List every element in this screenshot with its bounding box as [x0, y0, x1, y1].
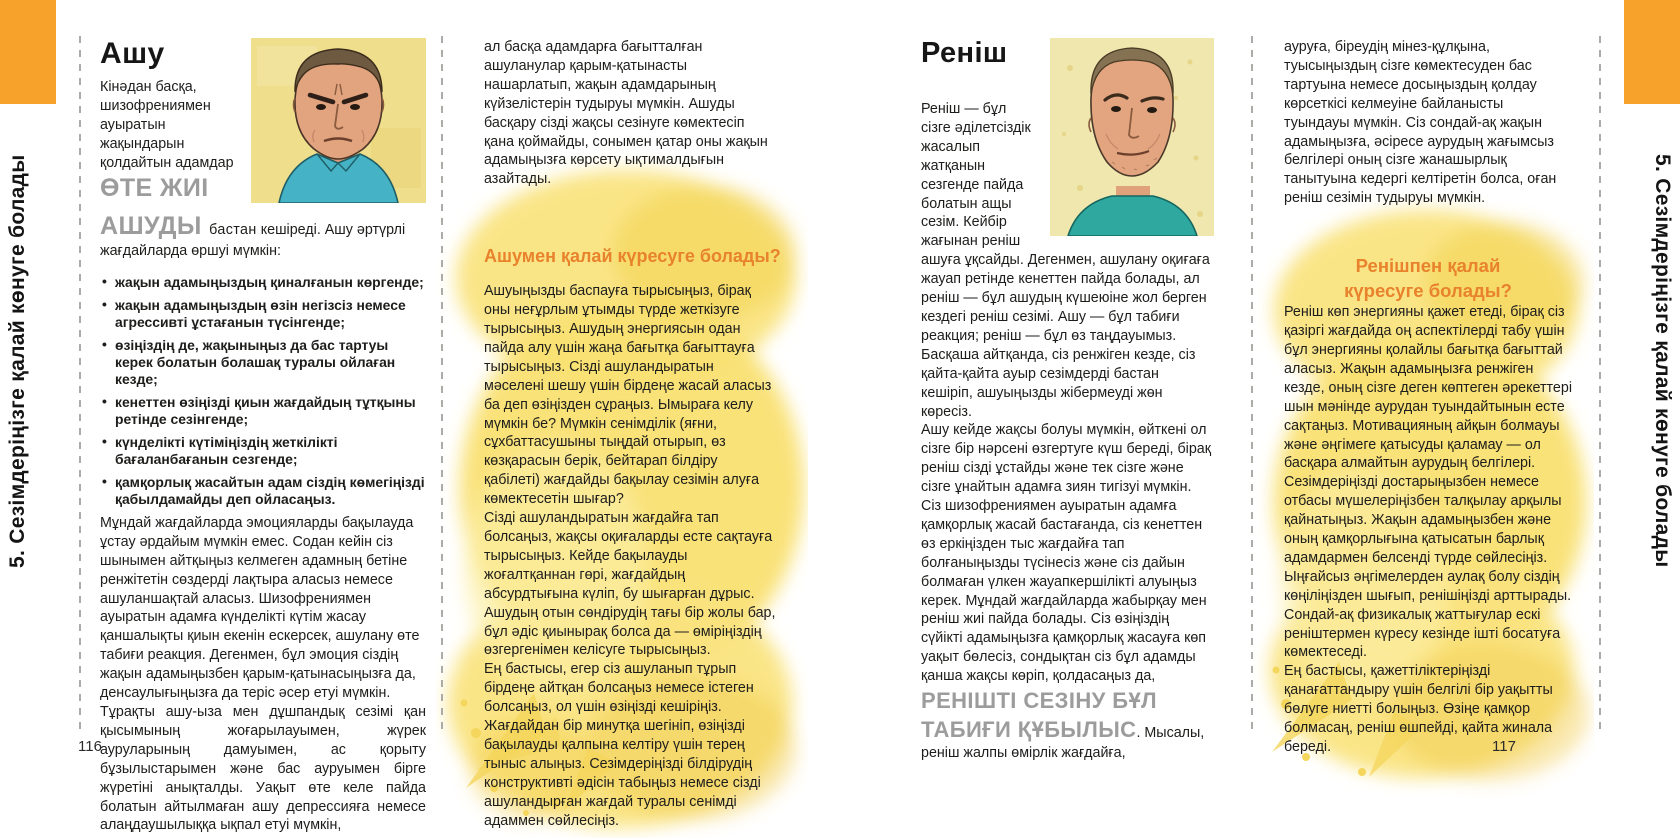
list-item: • қамқорлық жасайтын адам сіздің көмегіңізді қабылдамайды деп ойласаңыз.	[100, 474, 426, 508]
anger-box-paragraph-1: Ашуыңызды баспауға тырысыңыз, бірақ оны неғұрлым ұтымды түрде жеткізуге тырысыңыз. Ашудың энергиясын одан пайда алу үшін жаңа бағытқа бағыттауға тырысыңыз. Сізді ашуландыратын мәселені шешу үшін бірдеңе жасай аласыз ба деп өзіңізден сұраңыз. Ымыраға келу мүмкін бе? Мүмкін сенімділік (яғни, сұхбаттасушыны тыңдай отырып, өз көзқарасын берік, бейтарап білдіру қабілеті) жағдайды бақылау сезімін алуға көмектесетін шығар?	[484, 283, 772, 508]
dashed-margin-line	[79, 36, 81, 736]
chapter-title-vertical-right: 5. Сезімдеріңізге қалай көнуге болады	[1651, 154, 1674, 568]
page-title-resentment: Реніш	[921, 37, 1008, 69]
list-item: • күнделікті күтіміңіздің жеткілікті бағаланбағанын сезгенде;	[100, 434, 426, 468]
anger-box-heading: Ашумен қалай күресуге болады?	[484, 246, 781, 267]
resentment-box-paragraph-1: Реніш көп энергияны қажет етеді, бірақ сіз қазіргі жағдайда оң аспектілерді табу үшін бұл энергияны қолайлы бағытқа бағыттай аласыз. Жақын адамыңызға ренжіген кезде, оның сізге деген көптеген әрекеттері шын мәнінде аурудан туындайтынын есте сақтаңыз. Мотивацияның айқын болмауы және әңгімеге қатысуды қаламау — ол басқара алмайтын аурудың белгілері.	[1284, 304, 1573, 472]
list-item: • жақын адамыңыздың қиналғанын көргенде;	[100, 274, 426, 291]
resentment-box-paragraph-2: Сезімдеріңізді достарыңызбен немесе отбасы мүшелеріңізбен талқылау арқылы қайнатыңыз. Жақын адамыңызбен және оның қамқорлығына қатысатын барлық адамдармен белсенді түрде сөйлесіңіз. Ыңғайсыз әңгімелерден аулақ болу сіздің көңіліңізден шығып, ренішіңізді арттырады. Сондай-ақ физикалық жаттығулар ескі реніштермен күресу кезінде ішті босатуға көмектеседі.	[1284, 474, 1572, 661]
dashed-margin-line	[1599, 36, 1601, 736]
list-item: • жақын адамыңыздың өзін негізсіз немесе агрессивті ұстағанын түсінгенде;	[100, 297, 426, 331]
dashed-margin-line	[441, 36, 443, 736]
resentment-paragraph-2: Ашу кейде жақсы болуы мүмкін, өйткені ол сізге бір нәрсені өзгертуге күш береді, бірақ реніш сізді ұстайды және тек сізге және сізге ұнайтын адамға зиян тигізуі мүмкін.	[921, 422, 1212, 496]
resentment-intro: Реніш — бұл сізге әділетсіздік жасалып жатқанын сезгенде пайда болатын ащы сезім. Кейбір жағынан реніш ашуға ұқсайды. Дегенмен, ашулану оқиғаға жауап ретінде кенеттен пайда болады, ал реніш — бұл ашудың күшеюіне жол берген кездегі реніш сезімі. Ашу — бұл табиғи реакция; реніш — бұл өз таңдауымыз. Басқаша айтқанда, сіз ренжіген кезде, сіз қайта-қайта ауыр сезімдерді бастан кешіріп, ашуыңызды жібермеуді жөн көресіз.	[921, 101, 1210, 420]
angry-man-portrait-illustration	[251, 38, 426, 203]
resentment-box-heading: Ренішпен қалай күресуге болады?	[1344, 255, 1512, 301]
resentment-box-paragraph-3: Ең бастысы, қажеттіліктеріңізді қанағаттандыру үшін белгілі бір уақытты бөлуге ниетті болыңыз. Өзіңе қамқор болмасаң, реніш өшпейді, қайта жинала береді.	[1284, 663, 1553, 755]
anger-continuation: ал басқа адамдарға бағытталған ашуланулар қарым-қатынасты нашарлатып, жақын адамдарының күйзелістерін тудыруы мүмкін. Ашуды басқару сізді жақсы сезінуге көмектесіп қана қоймайды, сонымен қатар оны жақын адамыңызға көрсету ықтималдығын азайтады.	[484, 39, 768, 188]
wry-man-portrait-illustration	[1050, 38, 1214, 236]
anger-box-paragraph-2: Сізді ашуландыратын жағдайға тап болсаңыз, жақсы оқиғаларды есте сақтауға тырысыңыз. Кейде бақылауды жоғалтқаннан гөрі, жағдайдың абсурдтығына күліп, бу шығарған дұрыс. Ашудың отын сөндірудің тағы бір жолы бар, бұл әдіс қиынырақ болса да — өміріңіздің өзгергенімен келісуге тырысыңыз.	[484, 510, 776, 659]
dashed-margin-line	[1251, 36, 1253, 736]
list-item: • өзіңіздің де, жақыныңыз да бас тартуы керек болатын болашақ туралы ойлаған кезде;	[100, 337, 426, 388]
very-often-anger-emphasis: ӨТЕ ЖИІ АШУДЫ бастан	[100, 173, 257, 240]
resentment-continuation: ауруға, біреудің мінез-құлқына, туысыңыздың сізге көмектесуден бас тартуына немесе досыңыздың қолдау көрсеткісі келмеуіне байланысты туындауы мүмкін. Сіз сондай-ақ жақын адамыңызға, әсіресе аурудың жағымсыз белгілері оның сізге жанашырлық танытуына кедергі келтіретін болса, оған реніш сезімін тудыруы мүмкін.	[1284, 39, 1557, 207]
chapter-color-block-right	[1624, 0, 1680, 104]
page-117-column-1	[921, 38, 1214, 763]
chapter-color-block-left	[0, 0, 56, 104]
page-116-column-2	[484, 38, 781, 830]
page-number-117: 117	[1492, 738, 1516, 755]
anger-causes-list	[100, 274, 426, 508]
natural-feeling-emphasis: РЕНІШТІ СЕЗІНУ БҰЛ ТАБИҒИ ҚҰБЫЛЫС	[921, 688, 1157, 743]
anger-box-paragraph-3: Ең бастысы, егер сіз ашуланып тұрып бірдеңе айтқан болсаңыз немесе істеген болсаңыз, ол үшін өзіңізді кешіріңіз. Жағдайдан бір минутқа шегініп, өзіңізді бақылауды қалпына келтіру үшін терең тыныс алыңыз. Сезімдеріңізді білдірудің конструктивті әдісін табыңыз немесе сізді ашуландырған жағдай туралы сенімді адаммен сөйлесіңіз.	[484, 661, 761, 829]
page-117-column-2	[1284, 38, 1572, 757]
page-title-anger: Ашу	[100, 37, 165, 70]
anger-paragraph-2: Тұрақты ашу-ыза мен дұшпандық сезімі қан қысымының жоғарылауымен, жүрек ауруларының дамуымен, ас қорыту бұзылыстарымен және бас ауруымен бірге жүретіні анықталды. Уақыт өте келе пайда болатын айтылмаған ашу депрессияға немесе алаңдаушылыққа ықпал етуі мүмкін,	[100, 703, 426, 834]
chapter-title-vertical-left: 5. Сезімдеріңізге қалай көнуге болады	[6, 154, 29, 568]
page-116-column-1	[100, 38, 426, 835]
anger-intro: Кінәдан басқа, шизофрениямен ауыратын жақындарын қолдайтын адамдар ӨТЕ ЖИІ АШУДЫ бастан кешіреді. Ашу әртүрлі жағдайларда өршуі мүмкін:	[100, 79, 406, 259]
anger-paragraph-1: Мұндай жағдайларда эмоцияларды бақылауда ұстау әрдайым мүмкін емес. Содан кейін сіз шынымен айтқыңыз келмеген адамның бетіне ренжітетін сөздерді лақтыра аласыз немесе ашуланшақтай аласыз. Шизофрениямен ауыратын адамға күнделікті күтім жасау қаншалықты қиын екенін ескерсек, ашулану өте табиғи реакция. Дегенмен, бұл эмоция сіздің жақын адамыңызбен қарым-қатынасыңызға да, денсаулығыңызға да теріс әсер етуі мүмкін.	[100, 514, 420, 702]
list-item: • кенеттен өзіңізді қиын жағдайдың тұтқыны ретінде сезінгенде;	[100, 394, 426, 428]
resentment-paragraph-3: Сіз шизофрениямен ауыратын адамға қамқорлық жасай бастағанда, сіз кенеттен өз еркіңізден тыс жағдайға тап болғаныңызды түсінесіз және сіз дайын болмаған үлкен жауапкершілікті алуыңыз керек. Мұндай жағдайларда жабырқау мен реніш жиі пайда болады. Сіз өзіңіздің сүйікті адамыңызға қамқорлық жасауға көп уақыт бөлесіз, сондықтан сіз бұл адамды қанша жақсы көріп, қолдасаңыз да, РЕНІШТІ СЕЗІНУ БҰЛ ТАБИҒИ ҚҰБЫЛЫС. Мысалы, реніш жалпы өмірлік жағдайға,	[921, 498, 1207, 762]
page-number-116: 116	[78, 738, 102, 755]
